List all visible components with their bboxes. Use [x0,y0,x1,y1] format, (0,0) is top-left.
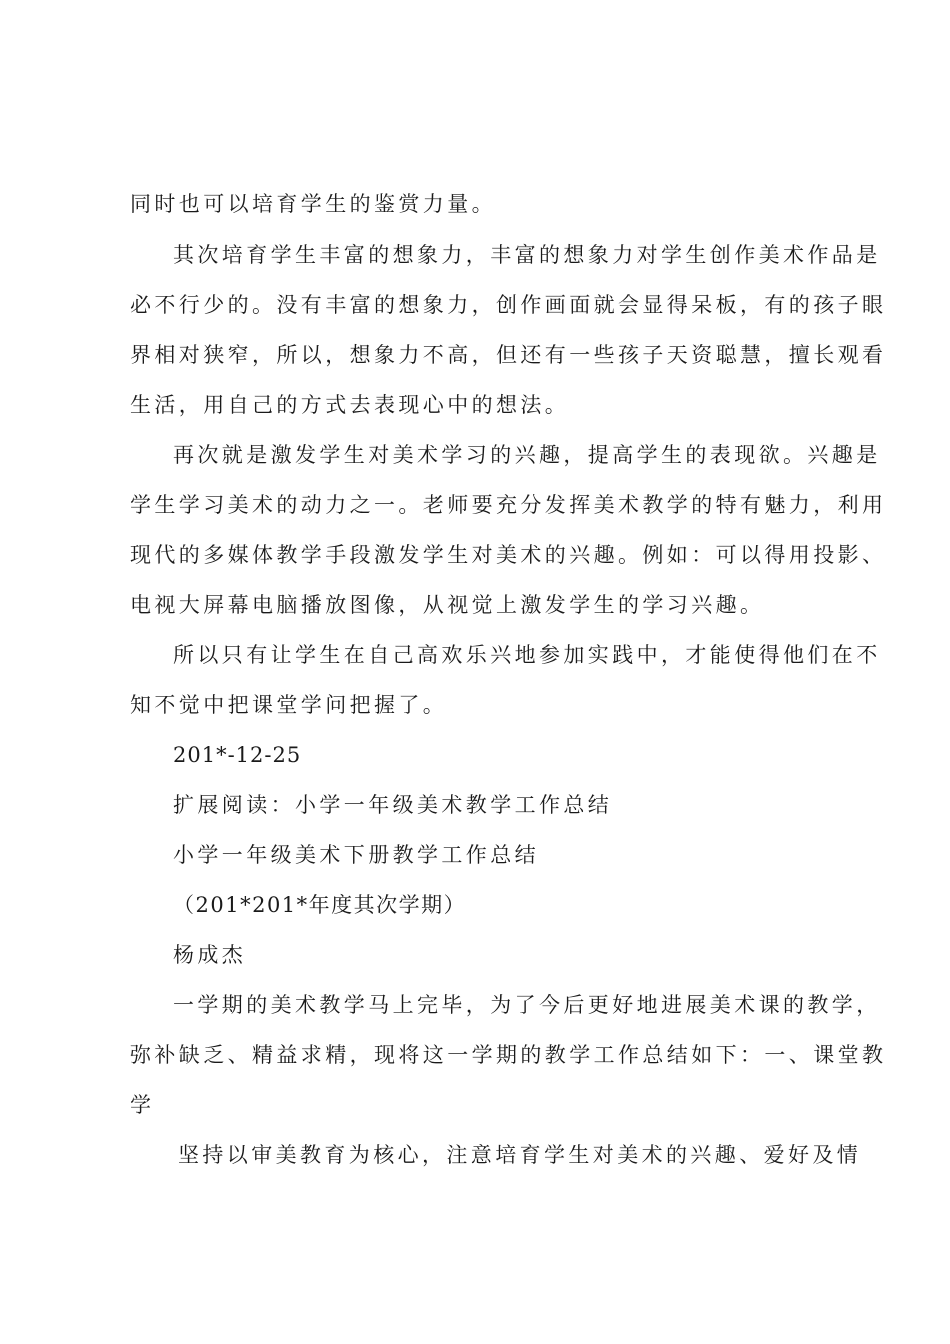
text-line: 弥补缺乏、精益求精，现将这一学期的教学工作总结如下：一、课堂教 [130,1043,887,1067]
paragraph-line: 所以只有让学生在自己高欢乐兴地参加实践中，才能使得他们在不 [173,643,881,667]
text-line: 知不觉中把课堂学问把握了。 [130,693,448,717]
text-line: 现代的多媒体教学手段激发学生对美术的兴趣。例如：可以得用投影、 [130,543,887,567]
paragraph-line: 再次就是激发学生对美术学习的兴趣，提高学生的表现欲。兴趣是 [173,443,881,467]
term-line: （201*201*年度其次学期） [173,893,467,917]
text-line: 必不行少的。没有丰富的想象力，创作画面就会显得呆板，有的孩子眼 [130,293,887,317]
text-line: 学生学习美术的动力之一。老师要充分发挥美术教学的特有魅力，利用 [130,493,887,517]
date-line: 201*-12-25 [173,743,302,767]
text-line: 电视大屏幕电脑播放图像，从视觉上激发学生的学习兴趣。 [130,593,765,617]
heading-line: 扩展阅读：小学一年级美术教学工作总结 [173,793,613,817]
text-line: 同时也可以培育学生的鉴赏力量。 [130,192,496,216]
text-line: 界相对狭窄，所以，想象力不高，但还有一些孩子天资聪慧，擅长观看 [130,343,887,367]
author-line: 杨成杰 [173,943,247,967]
paragraph-line: 一学期的美术教学马上完毕，为了今后更好地进展美术课的教学， [173,993,881,1017]
paragraph-line: 其次培育学生丰富的想象力，丰富的想象力对学生创作美术作品是 [173,243,881,267]
subtitle-line: 小学一年级美术下册教学工作总结 [173,843,539,867]
paragraph-line: 坚持以审美教育为核心，注意培育学生对美术的兴趣、爱好及情 [178,1143,862,1167]
text-line: 学 [130,1093,155,1117]
text-line: 生活，用自己的方式去表现心中的想法。 [130,393,570,417]
